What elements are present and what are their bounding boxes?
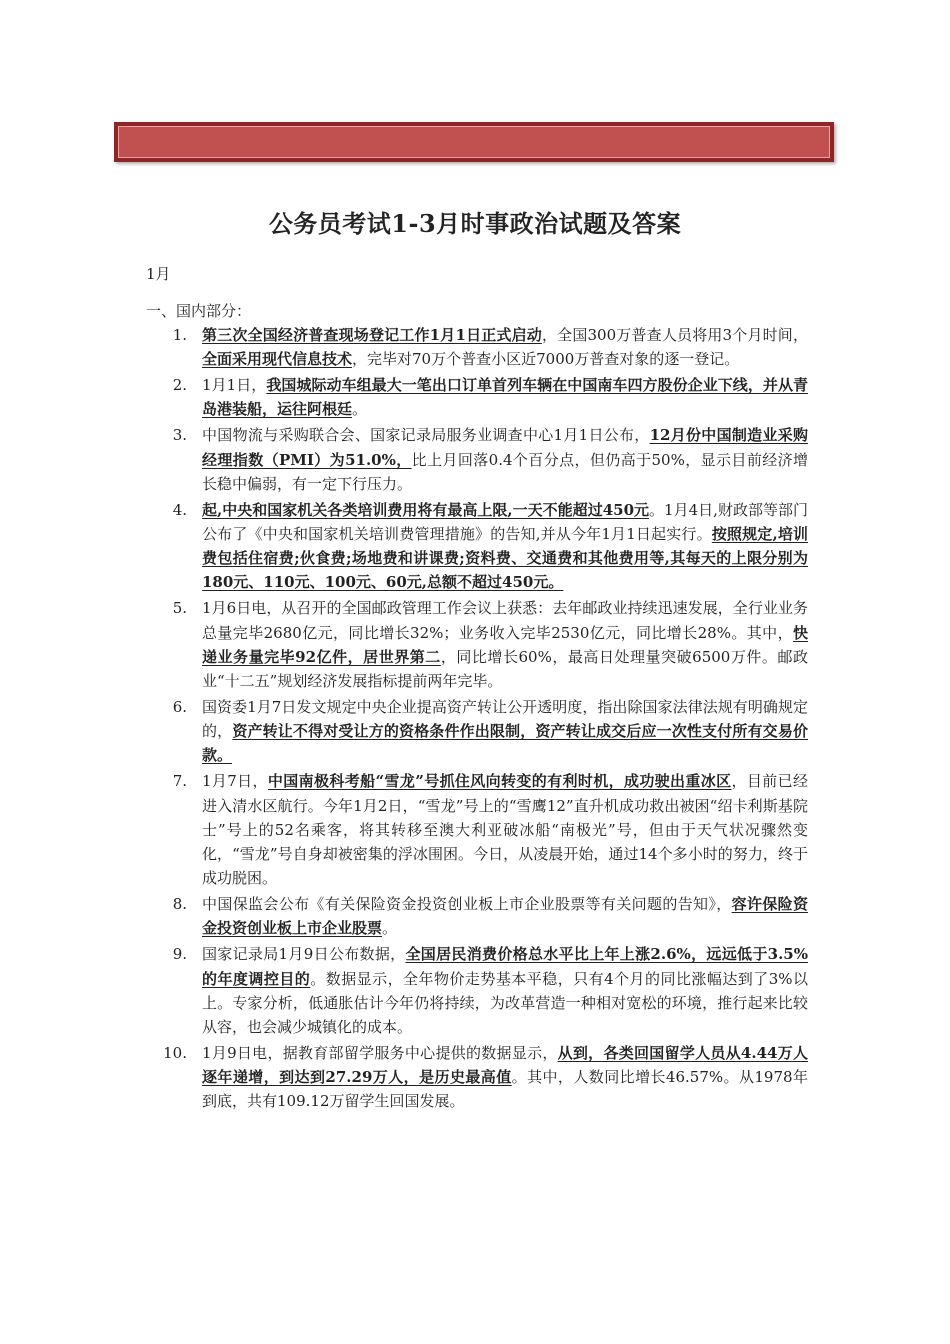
emphasized-text: 快递业务量完毕92亿件，居世界第二 [202, 623, 808, 666]
list-item-number: 1. [172, 326, 187, 344]
body-text: ，完毕对70万个普查小区近7000万普查对象的逐一登记。 [352, 350, 740, 369]
news-list [143, 323, 808, 1115]
body-text: 。数据显示，全年物价走势基本平稳，只有4个月的同比涨幅达到了3%以上。专家分析，低通胀估计今年仍将持续，为改革营造一种相对宽松的环境，推行起来比较从容，也会减少城镇化的成本。 [202, 969, 808, 1037]
body-text: 。1月4日,财政部等部门公布了《中央和国家机关培训费管理措施》的告知,并从今年1月1日起实行。 [202, 500, 809, 544]
list-item [143, 769, 808, 890]
emphasized-text: 中国南极科考船“雪龙”号抓住风向转变的有利时机，成功驶出重冰区 [267, 772, 732, 791]
body-text: 。 [382, 919, 398, 938]
list-item [143, 892, 808, 940]
body-text: 。其中，人数同比增长46.57%。从1978年到底，共有109.12万留学生回国发展。 [202, 1068, 808, 1111]
list-item [143, 423, 808, 496]
month-heading: 1月 [146, 265, 171, 283]
list-item-number: 10. [163, 1044, 187, 1063]
list-item-number: 5. [172, 599, 187, 618]
body-text: 1月6日电，从召开的全国邮政管理工作会议上获悉：去年邮政业持续迅速发展，全行业业务总量完毕2680亿元，同比增长32%；业务收入完毕2530亿元，同比增长28%。其中， [202, 599, 808, 642]
list-item-number: 7. [172, 772, 187, 791]
emphasized-text: 全国居民消费价格总水平比上年上涨2.6%，远远低于3.5%的年度调控目的 [202, 945, 809, 988]
list-item [143, 373, 808, 421]
body-text: 比上月回落0.4个百分点，但仍高于50%，显示目前经济增长稳中偏弱，有一定下行压力。 [202, 450, 809, 493]
emphasized-text: 我国城际动车组最大一笔出口订单首列车辆在中国南车四方股份企业下线，并从青岛港装船，运往阿根廷 [202, 376, 808, 419]
body-text: 1月1日， [202, 376, 267, 395]
emphasized-text: 起,中央和国家机关各类培训费用将有最高上限,一天不能超过450元 [202, 500, 650, 519]
body-text: 。 [352, 400, 368, 419]
section-heading: 一、国内部分： [146, 302, 252, 320]
emphasized-text: 容许保险资金投资创业板上市企业股票 [202, 895, 808, 938]
list-item [143, 498, 808, 595]
emphasized-text: 12月份中国制造业采购经理指数（PMI）为51.0%， [202, 426, 808, 469]
body-text: 中国保监会公布《有关保险资金投资创业板上市企业股票等有关问题的告知》， [202, 895, 732, 914]
page-title: 公务员考试1-3月时事政治试题及答案 [268, 209, 682, 238]
emphasized-text: 全面采用现代信息技术 [202, 350, 353, 369]
list-item [143, 323, 808, 371]
emphasized-text: 资产转让不得对受让方的资格条件作出限制，资产转让成交后应一次性支付所有交易价款。 [202, 722, 808, 765]
list-item-number: 4. [172, 500, 187, 519]
emphasized-text: 从到，各类回国留学人员从4.44万人逐年递增，到达到27.29万人，是历史最高值 [202, 1044, 808, 1087]
header-banner-fill [118, 126, 830, 158]
emphasized-text: 第三次全国经济普查现场登记工作1月1日正式启动 [202, 326, 542, 344]
list-item-number: 8. [172, 895, 187, 914]
list-item [143, 942, 808, 1039]
list-item-number: 3. [172, 426, 187, 445]
list-item-number: 6. [172, 698, 187, 717]
body-text: 1月7日， [202, 772, 268, 791]
body-text: 1月9日电，据教育部留学服务中心提供的数据显示， [202, 1044, 558, 1063]
body-text: 中国物流与采购联合会、国家记录局服务业调查中心1月1日公布， [202, 426, 650, 445]
list-item [143, 596, 808, 693]
list-item-number: 2. [172, 376, 187, 395]
list-item [143, 695, 808, 768]
body-text: 国资委1月7日发文规定中央企业提高资产转让公开透明度，指出除国家法律法规有明确规定的， [202, 698, 808, 741]
list-item-number: 9. [172, 945, 187, 964]
emphasized-text: 按照规定,培训费包括住宿费;伙食费;场地费和讲课费;资料费、交通费和其他费用等,其每天的上限分别为180元、110元、100元、60元,总额不超过450元。 [202, 525, 808, 592]
list-item [143, 1041, 808, 1114]
header-banner [114, 122, 834, 162]
body-text: 国家记录局1月9日公布数据， [202, 945, 406, 964]
body-text: ，同比增长60%，最高日处理量突破6500万件。邮政业“十二五”规划经济发展指标提前两年完毕。 [202, 647, 808, 691]
body-text: ，目前已经进入清水区航行。今年1月2日，“雪龙”号上的“雪鹰12”直升机成功救出被困“绍卡利斯基院士”号上的52名乘客，将其转移至澳大利亚破冰船“南极光”号，但由于天气状况骤然变化，“雪龙”号自身却被密集的浮冰围困。今日，从凌晨开始，通过14个多小时的努力，终于成功脱困。 [202, 772, 808, 888]
body-text: ，全国300万普查人员将用3个月时间， [541, 326, 808, 344]
